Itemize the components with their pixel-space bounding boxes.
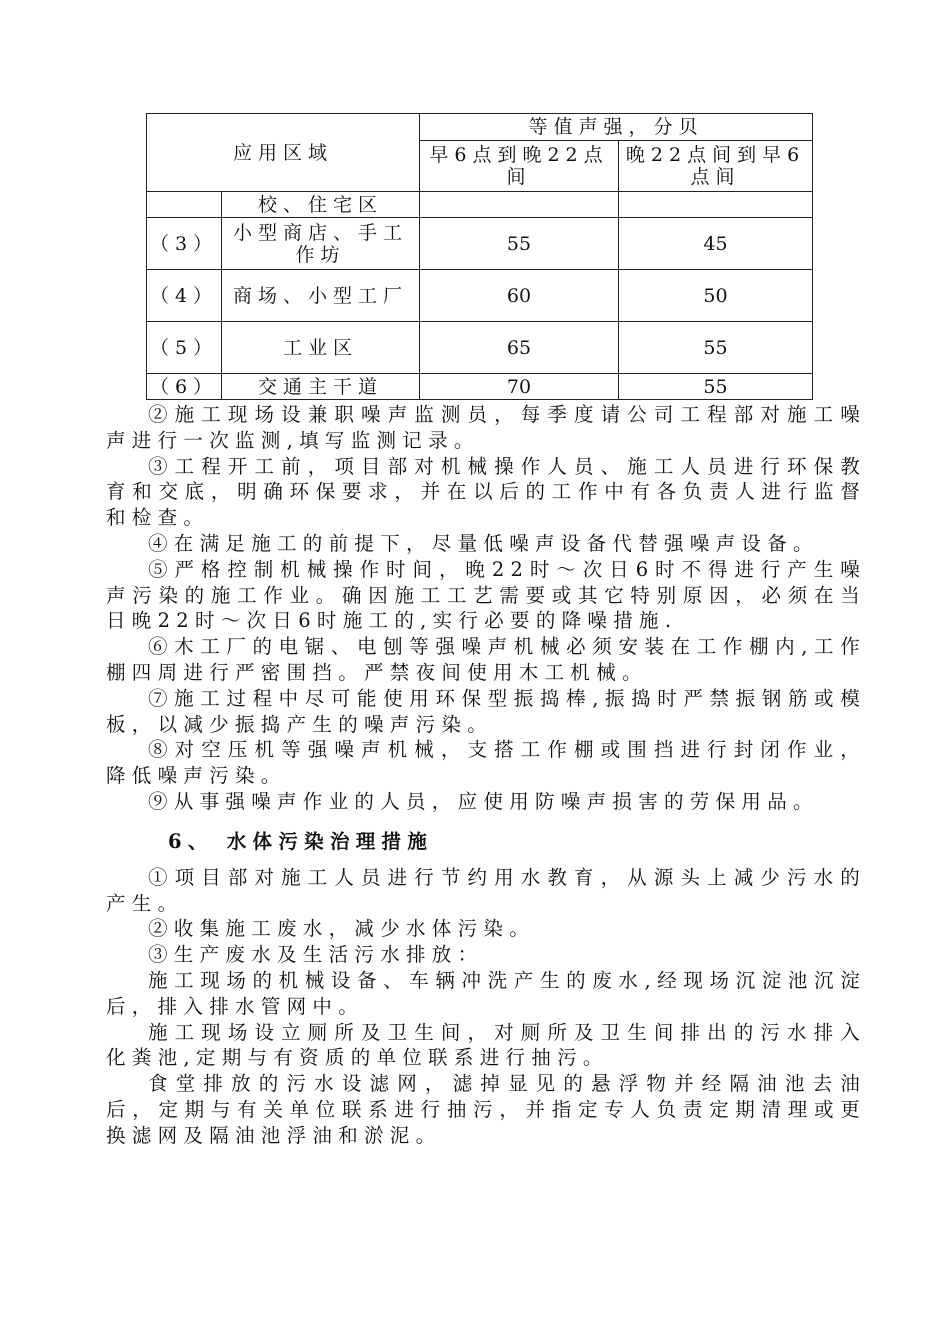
section-heading: 6、 水体污染治理措施 — [168, 829, 434, 853]
paragraph: ①项目部对施工人员进行节约用水教育，从源头上减少污水的产生。 — [106, 865, 866, 915]
row-night — [619, 192, 813, 218]
table-row — [147, 218, 813, 270]
row-code: （6） — [147, 374, 222, 400]
row-night: 55 — [619, 322, 813, 374]
paragraph: 施工现场的机械设备、车辆冲洗产生的废水,经现场沉淀池沉淀后，排入排水管网中。 — [106, 968, 866, 1018]
paragraph: 施工现场设立厕所及卫生间，对厕所及卫生间排出的污水排入化粪池,定期与有资质的单位联系进行抽污。 — [106, 1020, 866, 1070]
paragraph: 食堂排放的污水设滤网，滤掉显见的悬浮物并经隔油池去油后，定期与有关单位联系进行抽污，并指定专人负责定期清理或更换滤网及隔油池浮油和淤泥。 — [106, 1072, 866, 1147]
header-night: 晚22点间到早6点间 — [619, 141, 813, 192]
row-night: 55 — [619, 374, 813, 400]
table-row — [147, 192, 813, 218]
row-code — [147, 192, 222, 218]
row-day — [420, 192, 619, 218]
document-body — [106, 402, 866, 1149]
row-code: （3） — [147, 218, 222, 270]
paragraph: ③生产废水及生活污水排放： — [148, 943, 484, 967]
row-area: 交通主干道 — [222, 374, 420, 400]
row-area: 小型商店、手工作坊 — [222, 218, 420, 270]
row-day: 60 — [420, 270, 619, 322]
row-area: 校、住宅区 — [222, 192, 420, 218]
row-area: 商场、小型工厂 — [222, 270, 420, 322]
row-day: 55 — [420, 218, 619, 270]
header-level: 等值声强，分贝 — [420, 114, 813, 141]
header-day: 早6点到晚22点间 — [420, 141, 619, 192]
paragraph: ⑤严格控制机械操作时间，晚22时～次日6时不得进行产生噪声污染的施工作业。确因施工工艺需要或其它特别原因，必须在当日晚22时～次日6时施工的,实行必要的降噪措施. — [106, 557, 866, 633]
table-row — [147, 322, 813, 374]
row-night: 50 — [619, 270, 813, 322]
row-day: 70 — [420, 374, 619, 400]
table-row — [147, 270, 813, 322]
table-row — [147, 374, 813, 400]
row-code: （4） — [147, 270, 222, 322]
paragraph: ⑨从事强噪声作业的人员，应使用防噪声损害的劳保用品。 — [148, 789, 819, 813]
row-code: （5） — [147, 322, 222, 374]
row-area: 工业区 — [222, 322, 420, 374]
header-area: 应用区域 — [147, 114, 420, 192]
paragraph: ⑦施工过程中尽可能使用环保型振捣棒,振捣时严禁振钢筋或模板，以减少振捣产生的噪声污染。 — [106, 686, 866, 736]
row-night: 45 — [619, 218, 813, 270]
paragraph: ②施工现场设兼职噪声监测员，每季度请公司工程部对施工噪声进行一次监测,填写监测记录。 — [106, 403, 866, 452]
paragraph: ⑥木工厂的电锯、电刨等强噪声机械必须安装在工作棚内,工作棚四周进行严密围挡。严禁夜间使用木工机械。 — [106, 635, 866, 684]
paragraph: ③工程开工前，项目部对机械操作人员、施工人员进行环保教育和交底，明确环保要求，并在以后的工作中有各负责人进行监督和检查。 — [106, 454, 866, 530]
paragraph: ④在满足施工的前提下，尽量低噪声设备代替强噪声设备。 — [148, 531, 819, 555]
paragraph: ⑧对空压机等强噪声机械，支搭工作棚或围挡进行封闭作业，降低噪声污染。 — [106, 738, 866, 788]
paragraph: ②收集施工废水，减少水体污染。 — [148, 917, 536, 941]
noise-standard-table — [146, 113, 813, 400]
row-day: 65 — [420, 322, 619, 374]
